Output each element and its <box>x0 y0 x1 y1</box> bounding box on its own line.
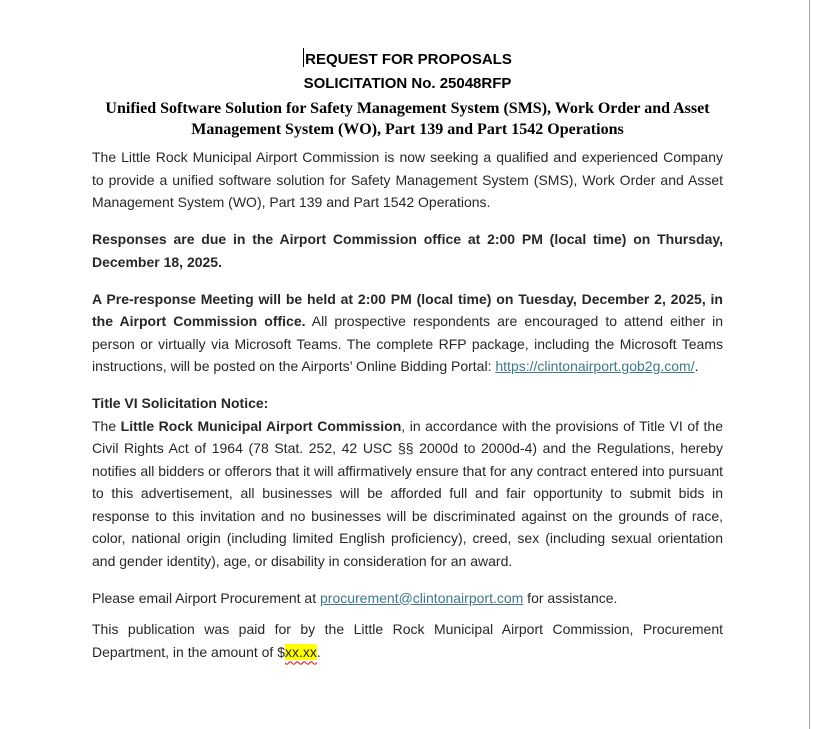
title-vi-heading: Title VI Solicitation Notice: <box>92 395 269 411</box>
procurement-email-link[interactable]: procurement@clintonairport.com <box>320 589 524 606</box>
doc-title <box>92 48 723 72</box>
project-title: Unified Software Solution for Safety Management System (SMS), Work Order and Asset Management System (WO), Part 139 and Part 1542 Operations <box>105 100 710 138</box>
response-due-paragraph: Responses are due in the Airport Commission office at 2:00 PM (local time) on Thursday, December 18, 2025. <box>92 231 723 270</box>
publication-paragraph <box>92 618 723 663</box>
meeting-details-rest: All prospective respondents are encouraged to attend either in person or virtually via Microsoft Teams. The complete RFP package, including the Microsoft Teams instructions, will be posted on the Airports’ Online Bidding Portal: <box>92 313 723 374</box>
bidding-portal-link[interactable]: https://clintonairport.gob2g.com/ <box>495 358 695 374</box>
intro-paragraph: The Little Rock Municipal Airport Commission is now seeking a qualified and experienced Company to provide a unified software solution for Safety Management System (SMS), Work Order and Asset Management System (WO), Part 139 and Part 1542 Operations. <box>92 149 723 210</box>
meeting-details-period: . <box>694 358 699 374</box>
pre-response-meeting-paragraph <box>92 288 723 378</box>
assistance-pre: Please email Airport Procurement at <box>92 589 320 606</box>
title-vi-commission-bold: Little Rock Municipal Airport Commission <box>120 417 402 434</box>
page-edge-line <box>809 0 810 729</box>
solicitation-number: SOLICITATION No. 25048RFP <box>303 75 512 92</box>
publication-pre: This publication was paid for by the Little Rock Municipal Airport Commission, Procurement Department, in the amount of $ <box>92 621 723 660</box>
publication-period: . <box>316 643 321 660</box>
document-body <box>92 48 723 663</box>
text-cursor <box>303 48 304 67</box>
assistance-post: for assistance. <box>523 589 618 606</box>
title-vi-paragraph <box>92 415 723 573</box>
title-vi-rest: , in accordance with the provisions of Title VI of the Civil Rights Act of 1964 (78 Stat. 252, 42 USC §§ 2000d to 2000d-4) and the Regulations, hereby notifies all bidders or offerors that it will affirmatively ensure that for any contract entered into pursuant to this advertisement, all businesses will be afforded full and fair opportunity to submit bids in response to this invitation and no businesses will be discriminated against on the grounds of race, color, national origin (including limited English proficiency), creed, sex (including sexual orientation and gender identity), age, or disability in consideration for an award. <box>92 417 724 569</box>
meeting-details-bold: A Pre-response Meeting will be held at 2:00 PM (local time) on Tuesday, December 2, 2025, in the Airport Commission office. <box>92 290 723 329</box>
title-vi-pre: The <box>92 417 121 434</box>
doc-title-text: REQUEST FOR PROPOSALS <box>305 51 512 68</box>
amount-placeholder-highlighted: xx.xx <box>285 643 317 660</box>
assistance-paragraph <box>92 587 723 610</box>
